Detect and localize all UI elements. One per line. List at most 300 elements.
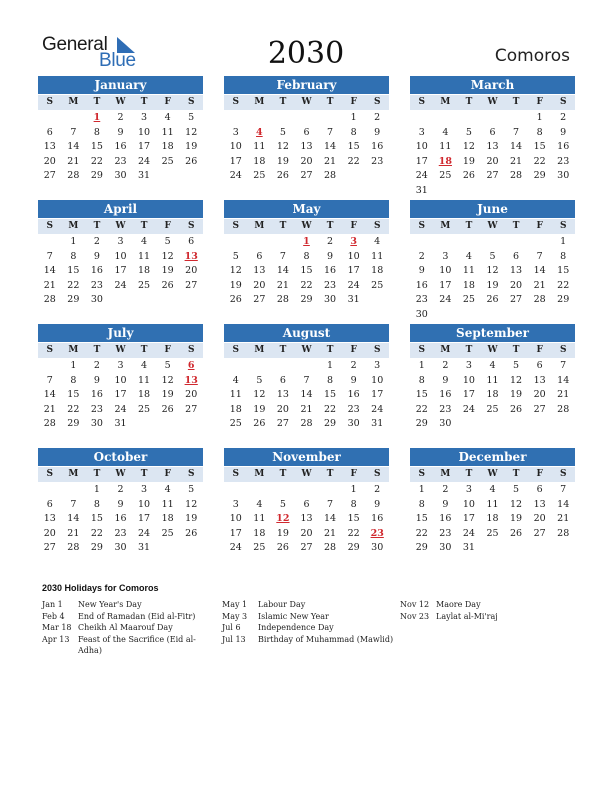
day-cell: 20 <box>510 279 523 291</box>
month-header: March <box>410 76 575 94</box>
weekday-label: S <box>232 469 240 479</box>
day-cell: 22 <box>347 527 360 539</box>
weekday-label: M <box>68 97 79 107</box>
holiday-column-3 <box>400 599 570 622</box>
holiday-date: Nov 23 <box>400 611 430 621</box>
day-cell: 24 <box>138 527 151 539</box>
day-cell: 30 <box>114 542 127 554</box>
day-cell: 5 <box>164 360 171 371</box>
day-cell: 14 <box>324 141 337 153</box>
empty-day-cell <box>318 111 342 126</box>
day-cell: 8 <box>418 374 425 386</box>
weekday-label: T <box>140 469 148 479</box>
month-header: February <box>224 76 389 94</box>
day-cell: 21 <box>43 279 56 291</box>
day-cell: 25 <box>229 418 242 430</box>
day-cell: 7 <box>279 250 286 262</box>
days-grid <box>410 111 575 199</box>
day-cell: 13 <box>276 389 289 401</box>
day-cell: 27 <box>253 294 266 306</box>
day-cell: 14 <box>43 389 56 401</box>
weekday-label: S <box>418 345 426 355</box>
day-cell: 1 <box>418 360 425 371</box>
weekday-header-row <box>224 467 389 482</box>
empty-day-cell <box>248 111 272 126</box>
days-grid <box>38 111 203 184</box>
empty-day-cell <box>224 359 248 374</box>
day-cell: 22 <box>90 155 103 167</box>
day-cell: 19 <box>462 155 475 167</box>
empty-day-cell <box>434 235 458 250</box>
day-cell: 30 <box>439 542 452 554</box>
weekday-header-row <box>410 343 575 358</box>
weekday-label: M <box>68 221 79 231</box>
day-cell: 6 <box>256 250 263 262</box>
weekday-label: S <box>373 345 381 355</box>
empty-day-cell <box>271 483 295 498</box>
day-cell: 10 <box>229 141 242 153</box>
day-cell: 10 <box>114 374 127 386</box>
weekday-label: S <box>559 345 567 355</box>
month-march <box>410 76 575 199</box>
day-cell: 4 <box>164 112 171 123</box>
day-cell: 14 <box>510 141 523 153</box>
day-cell: 30 <box>90 294 103 306</box>
weekday-label: S <box>46 97 54 107</box>
day-cell: 31 <box>114 418 127 430</box>
day-cell: 28 <box>276 294 289 306</box>
month-february <box>224 76 389 184</box>
day-cell: 9 <box>418 265 425 277</box>
day-cell: 13 <box>253 265 266 277</box>
day-cell: 20 <box>486 155 499 167</box>
day-cell: 30 <box>415 308 428 320</box>
month-january <box>38 76 203 184</box>
empty-day-cell <box>248 235 272 250</box>
weekday-label: T <box>140 97 148 107</box>
days-grid <box>38 235 203 308</box>
day-cell: 29 <box>300 294 313 306</box>
day-cell: 22 <box>90 527 103 539</box>
empty-day-cell <box>38 483 62 498</box>
day-cell: 24 <box>415 170 428 182</box>
weekday-label: M <box>440 97 451 107</box>
day-cell: 8 <box>93 498 100 510</box>
day-cell: 19 <box>510 389 523 401</box>
holiday-row <box>222 599 394 611</box>
day-cell: 27 <box>185 279 198 291</box>
day-cell: 7 <box>46 250 53 262</box>
weekday-label: M <box>440 221 451 231</box>
holiday-day-cell: 12 <box>276 513 290 525</box>
holiday-column-2 <box>222 599 394 645</box>
day-cell: 22 <box>347 155 360 167</box>
weekday-label: W <box>487 221 498 231</box>
day-cell: 3 <box>442 250 449 262</box>
holiday-day-cell: 18 <box>438 155 452 167</box>
holiday-row <box>42 599 214 611</box>
day-cell: 18 <box>161 141 174 153</box>
weekday-label: T <box>279 469 287 479</box>
day-cell: 2 <box>374 484 381 495</box>
day-cell: 10 <box>371 374 384 386</box>
day-cell: 6 <box>46 126 53 138</box>
day-cell: 23 <box>90 403 103 415</box>
day-cell: 29 <box>90 542 103 554</box>
day-cell: 2 <box>117 112 124 123</box>
day-cell: 3 <box>141 112 148 123</box>
day-cell: 6 <box>536 360 543 371</box>
month-header: January <box>38 76 203 94</box>
day-cell: 24 <box>371 403 384 415</box>
month-may <box>224 200 389 308</box>
day-cell: 18 <box>161 513 174 525</box>
weekday-label: T <box>326 345 334 355</box>
days-grid <box>224 359 389 432</box>
day-cell: 29 <box>415 418 428 430</box>
day-cell: 12 <box>276 141 289 153</box>
weekday-label: T <box>140 221 148 231</box>
day-cell: 13 <box>533 374 546 386</box>
day-cell: 23 <box>439 527 452 539</box>
day-cell: 1 <box>70 236 77 247</box>
day-cell: 11 <box>462 265 475 277</box>
day-cell: 17 <box>439 279 452 291</box>
weekday-label: S <box>46 469 54 479</box>
day-cell: 11 <box>486 374 499 386</box>
day-cell: 27 <box>300 542 313 554</box>
empty-day-cell <box>504 111 528 126</box>
day-cell: 31 <box>138 170 151 182</box>
day-cell: 25 <box>161 155 174 167</box>
day-cell: 4 <box>232 374 239 386</box>
day-cell: 21 <box>67 155 80 167</box>
month-header: November <box>224 448 389 466</box>
day-cell: 16 <box>415 279 428 291</box>
day-cell: 20 <box>533 389 546 401</box>
day-cell: 4 <box>442 126 449 138</box>
day-cell: 9 <box>93 374 100 386</box>
weekday-label: T <box>512 469 520 479</box>
day-cell: 28 <box>324 170 337 182</box>
day-cell: 20 <box>300 527 313 539</box>
day-cell: 25 <box>253 542 266 554</box>
month-december <box>410 448 575 556</box>
day-cell: 3 <box>465 360 472 371</box>
month-july <box>38 324 203 432</box>
month-header: July <box>38 324 203 342</box>
day-cell: 29 <box>533 170 546 182</box>
weekday-label: S <box>373 97 381 107</box>
day-cell: 26 <box>276 542 289 554</box>
day-cell: 8 <box>327 374 334 386</box>
day-cell: 21 <box>324 155 337 167</box>
day-cell: 15 <box>347 513 360 525</box>
day-cell: 24 <box>229 542 242 554</box>
empty-day-cell <box>481 235 505 250</box>
day-cell: 19 <box>161 389 174 401</box>
day-cell: 5 <box>232 250 239 262</box>
weekday-header-row <box>38 343 203 358</box>
weekday-label: T <box>93 345 101 355</box>
day-cell: 25 <box>486 527 499 539</box>
day-cell: 26 <box>510 403 523 415</box>
weekday-label: T <box>279 221 287 231</box>
day-cell: 18 <box>486 513 499 525</box>
day-cell: 16 <box>90 265 103 277</box>
day-cell: 15 <box>300 265 313 277</box>
weekday-label: W <box>115 469 126 479</box>
day-cell: 11 <box>486 498 499 510</box>
month-november <box>224 448 389 556</box>
day-cell: 17 <box>114 389 127 401</box>
day-cell: 7 <box>327 498 334 510</box>
month-header: August <box>224 324 389 342</box>
empty-day-cell <box>38 111 62 126</box>
day-cell: 15 <box>415 513 428 525</box>
day-cell: 17 <box>114 265 127 277</box>
weekday-label: F <box>536 221 543 231</box>
day-cell: 25 <box>161 527 174 539</box>
day-cell: 8 <box>536 126 543 138</box>
weekday-label: F <box>350 345 357 355</box>
day-cell: 20 <box>43 527 56 539</box>
day-cell: 11 <box>371 250 384 262</box>
day-cell: 12 <box>185 126 198 138</box>
month-header: April <box>38 200 203 218</box>
day-cell: 2 <box>117 484 124 495</box>
day-cell: 19 <box>276 527 289 539</box>
holiday-row <box>42 634 214 657</box>
calendar-year: 2030 <box>267 36 345 71</box>
holiday-row <box>400 611 570 623</box>
day-cell: 30 <box>90 418 103 430</box>
weekday-label: S <box>418 469 426 479</box>
day-cell: 26 <box>161 403 174 415</box>
day-cell: 1 <box>418 484 425 495</box>
empty-day-cell <box>38 359 62 374</box>
day-cell: 8 <box>560 250 567 262</box>
day-cell: 13 <box>43 141 56 153</box>
day-cell: 23 <box>371 155 384 167</box>
weekday-label: S <box>46 221 54 231</box>
day-cell: 9 <box>93 250 100 262</box>
day-cell: 28 <box>67 542 80 554</box>
day-cell: 9 <box>117 126 124 138</box>
day-cell: 2 <box>374 112 381 123</box>
day-cell: 7 <box>536 250 543 262</box>
weekday-label: W <box>301 469 312 479</box>
day-cell: 23 <box>439 403 452 415</box>
holiday-date: May 3 <box>222 611 248 621</box>
empty-day-cell <box>295 483 319 498</box>
holiday-name: Maore Day <box>436 600 481 609</box>
holiday-row <box>400 599 570 611</box>
day-cell: 15 <box>533 141 546 153</box>
weekday-label: S <box>559 97 567 107</box>
weekday-label: T <box>512 221 520 231</box>
day-cell: 5 <box>188 112 195 123</box>
weekday-label: S <box>373 469 381 479</box>
day-cell: 23 <box>114 527 127 539</box>
day-cell: 26 <box>510 527 523 539</box>
day-cell: 21 <box>533 279 546 291</box>
day-cell: 18 <box>486 389 499 401</box>
empty-day-cell <box>248 359 272 374</box>
day-cell: 13 <box>510 265 523 277</box>
day-cell: 5 <box>164 236 171 247</box>
day-cell: 10 <box>462 498 475 510</box>
weekday-label: S <box>373 221 381 231</box>
weekday-label: M <box>254 469 265 479</box>
day-cell: 7 <box>560 484 567 495</box>
day-cell: 24 <box>114 403 127 415</box>
day-cell: 6 <box>536 484 543 495</box>
day-cell: 25 <box>138 279 151 291</box>
day-cell: 11 <box>229 389 242 401</box>
month-october <box>38 448 203 556</box>
day-cell: 16 <box>371 513 384 525</box>
day-cell: 28 <box>43 294 56 306</box>
day-cell: 15 <box>90 513 103 525</box>
days-grid <box>410 483 575 556</box>
day-cell: 12 <box>185 498 198 510</box>
day-cell: 9 <box>374 126 381 138</box>
days-grid <box>224 235 389 308</box>
day-cell: 6 <box>188 236 195 247</box>
day-cell: 3 <box>232 126 239 138</box>
day-cell: 14 <box>533 265 546 277</box>
day-cell: 4 <box>465 250 472 262</box>
empty-day-cell <box>295 359 319 374</box>
weekday-label: M <box>68 469 79 479</box>
day-cell: 17 <box>371 389 384 401</box>
day-cell: 18 <box>138 265 151 277</box>
weekday-label: W <box>487 469 498 479</box>
holiday-name: Feast of the Sacrifice (Eid al-Adha) <box>78 634 196 655</box>
day-cell: 19 <box>276 155 289 167</box>
day-cell: 19 <box>161 265 174 277</box>
day-cell: 29 <box>324 418 337 430</box>
empty-day-cell <box>434 111 458 126</box>
day-cell: 30 <box>371 542 384 554</box>
holiday-name: Birthday of Muhammad (Mawlid) <box>258 634 394 644</box>
day-cell: 18 <box>462 279 475 291</box>
day-cell: 14 <box>67 141 80 153</box>
day-cell: 18 <box>253 155 266 167</box>
day-cell: 1 <box>70 360 77 371</box>
day-cell: 20 <box>185 389 198 401</box>
day-cell: 4 <box>489 484 496 495</box>
day-cell: 8 <box>93 126 100 138</box>
day-cell: 15 <box>67 389 80 401</box>
day-cell: 27 <box>185 403 198 415</box>
day-cell: 5 <box>279 126 286 138</box>
day-cell: 17 <box>229 155 242 167</box>
weekday-label: S <box>559 221 567 231</box>
month-september <box>410 324 575 432</box>
day-cell: 1 <box>560 236 567 247</box>
days-grid <box>410 359 575 432</box>
weekday-label: S <box>418 221 426 231</box>
holiday-date: Jul 6 <box>222 623 241 632</box>
day-cell: 5 <box>513 360 520 371</box>
day-cell: 27 <box>510 294 523 306</box>
day-cell: 10 <box>114 250 127 262</box>
day-cell: 11 <box>161 126 174 138</box>
day-cell: 10 <box>229 513 242 525</box>
day-cell: 27 <box>486 170 499 182</box>
day-cell: 25 <box>253 170 266 182</box>
day-cell: 7 <box>303 374 310 386</box>
holidays-title: 2030 Holidays for Comoros <box>42 583 159 593</box>
day-cell: 1 <box>536 112 543 123</box>
weekday-label: T <box>93 221 101 231</box>
empty-day-cell <box>224 235 248 250</box>
day-cell: 4 <box>256 498 263 510</box>
day-cell: 20 <box>276 403 289 415</box>
holiday-name: Laylat al-Mi'raj <box>436 611 498 621</box>
day-cell: 20 <box>253 279 266 291</box>
day-cell: 31 <box>371 418 384 430</box>
day-cell: 15 <box>90 141 103 153</box>
holiday-row <box>42 611 214 623</box>
day-cell: 12 <box>510 374 523 386</box>
day-cell: 17 <box>138 141 151 153</box>
weekday-label: F <box>164 97 171 107</box>
day-cell: 5 <box>188 484 195 495</box>
day-cell: 15 <box>415 389 428 401</box>
day-cell: 2 <box>93 236 100 247</box>
day-cell: 15 <box>67 265 80 277</box>
weekday-label: S <box>418 97 426 107</box>
day-cell: 25 <box>486 403 499 415</box>
day-cell: 13 <box>300 141 313 153</box>
day-cell: 22 <box>67 279 80 291</box>
weekday-label: F <box>164 469 171 479</box>
weekday-label: F <box>164 345 171 355</box>
day-cell: 9 <box>350 374 357 386</box>
day-cell: 29 <box>90 170 103 182</box>
weekday-header-row <box>410 219 575 234</box>
holiday-row <box>42 622 214 634</box>
weekday-header-row <box>224 95 389 110</box>
day-cell: 11 <box>161 498 174 510</box>
country-name: Comoros <box>494 46 570 66</box>
day-cell: 14 <box>67 513 80 525</box>
holiday-row <box>222 634 394 646</box>
day-cell: 12 <box>229 265 242 277</box>
empty-day-cell <box>271 359 295 374</box>
empty-day-cell <box>410 111 434 126</box>
day-cell: 5 <box>465 126 472 138</box>
day-cell: 31 <box>415 184 428 196</box>
weekday-label: S <box>187 97 195 107</box>
day-cell: 5 <box>513 484 520 495</box>
day-cell: 11 <box>138 250 151 262</box>
days-grid <box>224 483 389 556</box>
day-cell: 16 <box>439 389 452 401</box>
day-cell: 8 <box>418 498 425 510</box>
day-cell: 13 <box>486 141 499 153</box>
day-cell: 15 <box>557 265 570 277</box>
day-cell: 31 <box>347 294 360 306</box>
day-cell: 26 <box>253 418 266 430</box>
holiday-date: Nov 12 <box>400 600 430 609</box>
day-cell: 23 <box>324 279 337 291</box>
empty-day-cell <box>457 111 481 126</box>
day-cell: 31 <box>138 542 151 554</box>
